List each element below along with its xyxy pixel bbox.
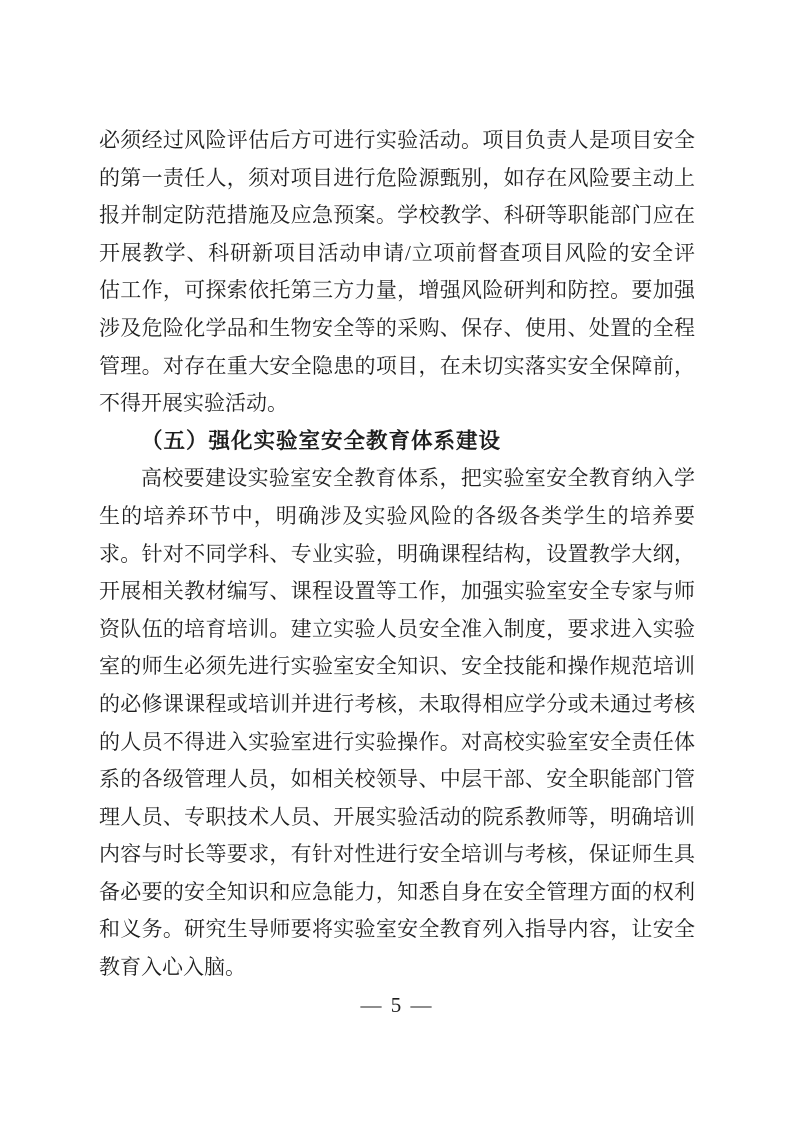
text-line: 求。针对不同学科、专业实验，明确课程结构，设置教学大纲， <box>99 541 695 566</box>
text-line: 开展教学、科研新项目活动申请/立项前督查项目风险的安全评 <box>99 240 695 265</box>
page-number: — 5 — <box>360 992 434 1017</box>
text-line: 室的师生必须先进行实验室安全知识、安全技能和操作规范培训 <box>99 654 695 679</box>
text-line: 的必修课课程或培训并进行考核，未取得相应学分或未通过考核 <box>99 691 695 716</box>
section-heading: （五）强化实验室安全教育体系建设 <box>141 428 502 453</box>
document-body <box>99 122 695 1024</box>
text-line: 生的培养环节中，明确涉及实验风险的各级各类学生的培养要 <box>99 503 695 528</box>
text-line: 备必要的安全知识和应急能力，知悉自身在安全管理方面的权利 <box>99 879 695 904</box>
text-line: 管理。对存在重大安全隐患的项目，在未切实落实安全保障前， <box>99 353 695 378</box>
text-line: 涉及危险化学品和生物安全等的采购、保存、使用、处置的全程 <box>99 315 695 340</box>
text-line: 开展相关教材编写、课程设置等工作，加强实验室安全专家与师 <box>99 579 695 604</box>
text-line: 内容与时长等要求，有针对性进行安全培训与考核，保证师生具 <box>99 842 695 867</box>
text-line: 和义务。研究生导师要将实验室安全教育列入指导内容，让安全 <box>99 917 695 942</box>
text-line: 教育入心入脑。 <box>99 955 246 980</box>
text-line: 报并制定防范措施及应急预案。学校教学、科研等职能部门应在 <box>99 203 695 228</box>
text-line: 系的各级管理人员，如相关校领导、中层干部、安全职能部门管 <box>99 767 695 792</box>
text-line: 的人员不得进入实验室进行实验操作。对高校实验室安全责任体 <box>99 729 695 754</box>
paragraph-risk-assessment <box>99 122 695 423</box>
text-line: 理人员、专职技术人员、开展实验活动的院系教师等，明确培训 <box>99 804 695 829</box>
text-line: 估工作，可探索依托第三方力量，增强风险研判和防控。要加强 <box>99 278 695 303</box>
text-line: 不得开展实验活动。 <box>99 391 288 416</box>
text-line: 资队伍的培育培训。建立实验人员安全准入制度，要求进入实验 <box>99 616 695 641</box>
text-line: 必须经过风险评估后方可进行实验活动。项目负责人是项目安全 <box>99 128 695 152</box>
text-line: 的第一责任人，须对项目进行危险源甄别，如存在风险要主动上 <box>99 165 695 190</box>
paragraph-safety-education <box>99 460 695 986</box>
text-line: 高校要建设实验室安全教育体系，把实验室安全教育纳入学 <box>141 466 695 491</box>
